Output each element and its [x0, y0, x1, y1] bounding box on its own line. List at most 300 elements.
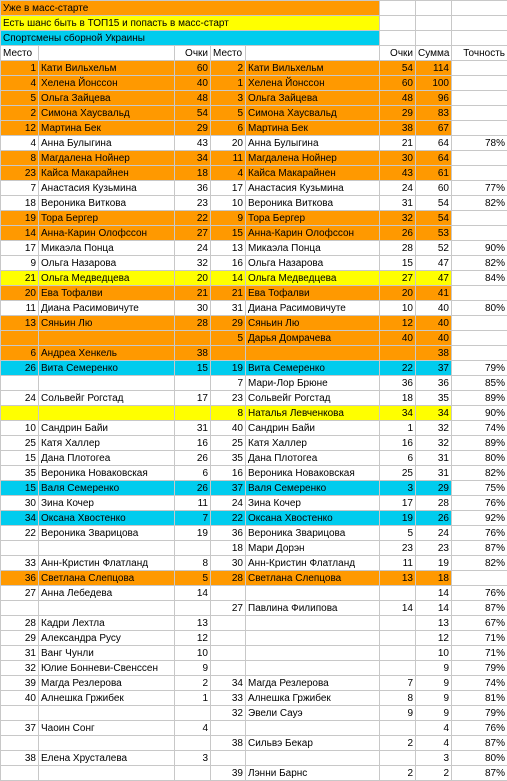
points-2: 19 [380, 511, 416, 526]
accuracy: 79% [452, 361, 507, 376]
table-row [1, 646, 507, 661]
athlete-name-1 [39, 331, 175, 346]
athlete-name-1: Зина Кочер [39, 496, 175, 511]
points-1: 11 [175, 496, 211, 511]
sum: 19 [416, 556, 452, 571]
accuracy [452, 331, 507, 346]
athlete-name-2: Магдалена Нойнер [246, 151, 380, 166]
place-1: 13 [1, 316, 39, 331]
table-row [1, 181, 507, 196]
athlete-name-2: Ольга Медведцева [246, 271, 380, 286]
sum: 83 [416, 106, 452, 121]
table-row [1, 301, 507, 316]
points-1: 7 [175, 511, 211, 526]
points-2: 26 [380, 226, 416, 241]
sum: 2 [416, 766, 452, 781]
points-1: 13 [175, 616, 211, 631]
sum: 114 [416, 61, 452, 76]
athlete-name-2: Павлина Филипова [246, 601, 380, 616]
athlete-name-1: Кати Вильхельм [39, 61, 175, 76]
place-2 [211, 646, 246, 661]
place-1: 22 [1, 526, 39, 541]
legend-orange-label: Уже в масс-старте [1, 1, 380, 16]
place-1: 7 [1, 181, 39, 196]
accuracy: 71% [452, 646, 507, 661]
place-1: 1 [1, 61, 39, 76]
place-2: 7 [211, 376, 246, 391]
sum: 61 [416, 166, 452, 181]
athlete-name-1: Ванг Чунли [39, 646, 175, 661]
header-name-2 [246, 46, 380, 61]
athlete-name-2: Диана Расимовичуте [246, 301, 380, 316]
place-1: 21 [1, 271, 39, 286]
accuracy: 84% [452, 271, 507, 286]
place-2: 3 [211, 91, 246, 106]
athlete-name-2: Вероника Виткова [246, 196, 380, 211]
accuracy [452, 91, 507, 106]
header-name-1 [39, 46, 175, 61]
place-1: 40 [1, 691, 39, 706]
athlete-name-2: Кайса Макарайнен [246, 166, 380, 181]
athlete-name-1 [39, 406, 175, 421]
athlete-name-1: Анна Булыгина [39, 136, 175, 151]
place-1: 35 [1, 466, 39, 481]
table-row [1, 481, 507, 496]
place-2: 21 [211, 286, 246, 301]
points-1: 5 [175, 571, 211, 586]
table-row [1, 541, 507, 556]
accuracy: 87% [452, 766, 507, 781]
accuracy: 92% [452, 511, 507, 526]
athlete-name-1: Мартина Бек [39, 121, 175, 136]
accuracy: 90% [452, 406, 507, 421]
athlete-name-2: Мари-Лор Брюне [246, 376, 380, 391]
points-2: 40 [380, 331, 416, 346]
points-1: 21 [175, 286, 211, 301]
athlete-name-1: Елена Хрусталева [39, 751, 175, 766]
legend-cyan-label: Спортсмены сборной Украины [1, 31, 380, 46]
sum: 40 [416, 316, 452, 331]
athlete-name-1: Дана Плотогеа [39, 451, 175, 466]
points-1: 48 [175, 91, 211, 106]
place-1: 4 [1, 136, 39, 151]
athlete-name-1 [39, 541, 175, 556]
points-2 [380, 661, 416, 676]
place-2: 8 [211, 406, 246, 421]
points-2: 60 [380, 76, 416, 91]
points-1: 17 [175, 391, 211, 406]
athlete-name-1: Вита Семеренко [39, 361, 175, 376]
sum: 52 [416, 241, 452, 256]
place-1: 39 [1, 676, 39, 691]
accuracy [452, 121, 507, 136]
points-1: 15 [175, 361, 211, 376]
sum: 3 [416, 751, 452, 766]
athlete-name-1: Сяньин Лю [39, 316, 175, 331]
accuracy: 82% [452, 196, 507, 211]
table-row [1, 271, 507, 286]
place-1: 18 [1, 196, 39, 211]
sum: 53 [416, 226, 452, 241]
points-2 [380, 646, 416, 661]
table-row [1, 196, 507, 211]
table-row [1, 766, 507, 781]
points-2 [380, 616, 416, 631]
table-row [1, 556, 507, 571]
accuracy: 80% [452, 751, 507, 766]
points-2: 8 [380, 691, 416, 706]
place-2: 11 [211, 151, 246, 166]
points-1 [175, 541, 211, 556]
place-2: 20 [211, 136, 246, 151]
athlete-name-2: Алнешка Гржибек [246, 691, 380, 706]
points-1: 28 [175, 316, 211, 331]
place-1: 17 [1, 241, 39, 256]
athlete-name-2: Оксана Хвостенко [246, 511, 380, 526]
place-2: 5 [211, 331, 246, 346]
athlete-name-1: Катя Халлер [39, 436, 175, 451]
points-2: 2 [380, 736, 416, 751]
sum: 32 [416, 436, 452, 451]
athlete-name-2: Ольга Зайцева [246, 91, 380, 106]
place-1: 2 [1, 106, 39, 121]
place-2: 35 [211, 451, 246, 466]
points-1: 29 [175, 121, 211, 136]
athlete-name-2: Анн-Кристин Флатланд [246, 556, 380, 571]
place-2: 10 [211, 196, 246, 211]
points-1: 43 [175, 136, 211, 151]
athlete-name-2 [246, 646, 380, 661]
points-2: 23 [380, 541, 416, 556]
table-row [1, 676, 507, 691]
athlete-name-2: Дана Плотогеа [246, 451, 380, 466]
points-2 [380, 586, 416, 601]
points-2 [380, 631, 416, 646]
athlete-name-2: Кати Вильхельм [246, 61, 380, 76]
table-row [1, 166, 507, 181]
points-2: 54 [380, 61, 416, 76]
place-1: 15 [1, 451, 39, 466]
points-1: 30 [175, 301, 211, 316]
header-place-1: Место [1, 46, 39, 61]
accuracy: 80% [452, 301, 507, 316]
sum: 26 [416, 511, 452, 526]
sum: 14 [416, 601, 452, 616]
sum: 64 [416, 136, 452, 151]
sum: 64 [416, 151, 452, 166]
athlete-name-1: Ева Тофалви [39, 286, 175, 301]
header-sum: Сумма [416, 46, 452, 61]
athlete-name-1: Александра Русу [39, 631, 175, 646]
accuracy: 74% [452, 676, 507, 691]
sum: 4 [416, 736, 452, 751]
points-2: 32 [380, 211, 416, 226]
athlete-name-1: Валя Семеренко [39, 481, 175, 496]
accuracy [452, 106, 507, 121]
place-2: 25 [211, 436, 246, 451]
points-2: 17 [380, 496, 416, 511]
table-row [1, 211, 507, 226]
sum: 24 [416, 526, 452, 541]
points-1 [175, 736, 211, 751]
place-2: 14 [211, 271, 246, 286]
athlete-name-1: Магда Резлерова [39, 676, 175, 691]
athlete-name-2: Валя Семеренко [246, 481, 380, 496]
points-1: 16 [175, 436, 211, 451]
place-2 [211, 661, 246, 676]
athlete-name-2: Симона Хаусвальд [246, 106, 380, 121]
accuracy [452, 346, 507, 361]
athlete-name-2: Лэнни Барнс [246, 766, 380, 781]
points-2 [380, 751, 416, 766]
sum: 28 [416, 496, 452, 511]
place-1 [1, 376, 39, 391]
points-1: 27 [175, 226, 211, 241]
accuracy: 79% [452, 661, 507, 676]
table-row [1, 331, 507, 346]
sum: 9 [416, 691, 452, 706]
points-1: 20 [175, 271, 211, 286]
athlete-name-2 [246, 586, 380, 601]
points-1 [175, 406, 211, 421]
place-2: 24 [211, 496, 246, 511]
table-row [1, 91, 507, 106]
place-2 [211, 586, 246, 601]
athlete-name-2: Хелена Йонссон [246, 76, 380, 91]
table-row [1, 391, 507, 406]
accuracy [452, 61, 507, 76]
table-row [1, 106, 507, 121]
place-2: 13 [211, 241, 246, 256]
points-1 [175, 376, 211, 391]
accuracy: 82% [452, 256, 507, 271]
points-1: 6 [175, 466, 211, 481]
points-2: 15 [380, 256, 416, 271]
athlete-name-1: Сандрин Байи [39, 421, 175, 436]
athlete-name-1: Вероника Новаковская [39, 466, 175, 481]
points-2: 29 [380, 106, 416, 121]
athlete-name-1: Диана Расимовичуте [39, 301, 175, 316]
accuracy: 90% [452, 241, 507, 256]
table-row [1, 376, 507, 391]
points-2: 43 [380, 166, 416, 181]
table-row [1, 121, 507, 136]
accuracy: 80% [452, 451, 507, 466]
place-2: 17 [211, 181, 246, 196]
sum: 23 [416, 541, 452, 556]
place-1: 11 [1, 301, 39, 316]
accuracy: 82% [452, 466, 507, 481]
legend-row-orange [1, 1, 507, 16]
accuracy: 76% [452, 586, 507, 601]
place-1: 31 [1, 646, 39, 661]
accuracy: 76% [452, 496, 507, 511]
accuracy: 74% [452, 421, 507, 436]
athlete-name-2: Эвели Сауэ [246, 706, 380, 721]
table-row [1, 286, 507, 301]
athlete-name-2: Магда Резлерова [246, 676, 380, 691]
place-1: 38 [1, 751, 39, 766]
athlete-name-1: Анна-Карин Олофссон [39, 226, 175, 241]
place-1 [1, 406, 39, 421]
place-2: 37 [211, 481, 246, 496]
table-row [1, 496, 507, 511]
accuracy [452, 151, 507, 166]
table-row [1, 436, 507, 451]
accuracy: 87% [452, 736, 507, 751]
athlete-name-1 [39, 601, 175, 616]
sum: 35 [416, 391, 452, 406]
place-1: 24 [1, 391, 39, 406]
points-2: 30 [380, 151, 416, 166]
points-2: 18 [380, 391, 416, 406]
points-2: 1 [380, 421, 416, 436]
athlete-name-1: Светлана Слепцова [39, 571, 175, 586]
points-2: 5 [380, 526, 416, 541]
athlete-name-1 [39, 766, 175, 781]
points-2: 21 [380, 136, 416, 151]
points-2: 36 [380, 376, 416, 391]
place-1 [1, 331, 39, 346]
place-1: 30 [1, 496, 39, 511]
place-2: 29 [211, 316, 246, 331]
accuracy: 78% [452, 136, 507, 151]
athlete-name-2: Светлана Слепцова [246, 571, 380, 586]
table-row [1, 751, 507, 766]
points-2: 16 [380, 436, 416, 451]
athlete-name-1: Тора Бергер [39, 211, 175, 226]
place-1: 4 [1, 76, 39, 91]
table-row [1, 736, 507, 751]
table-row [1, 361, 507, 376]
athlete-name-1: Ольга Зайцева [39, 91, 175, 106]
points-2: 27 [380, 271, 416, 286]
points-1: 3 [175, 751, 211, 766]
athlete-name-2: Сяньин Лю [246, 316, 380, 331]
points-1: 24 [175, 241, 211, 256]
sum: 13 [416, 616, 452, 631]
points-2: 7 [380, 676, 416, 691]
athlete-name-2: Микаэла Понца [246, 241, 380, 256]
athlete-name-2 [246, 631, 380, 646]
sum: 96 [416, 91, 452, 106]
points-2: 3 [380, 481, 416, 496]
athlete-name-2: Мари Дорэн [246, 541, 380, 556]
accuracy: 89% [452, 436, 507, 451]
athlete-name-1: Оксана Хвостенко [39, 511, 175, 526]
points-2: 24 [380, 181, 416, 196]
athlete-name-1: Вероника Зварицова [39, 526, 175, 541]
athlete-name-1: Сольвейг Рогстад [39, 391, 175, 406]
points-2: 28 [380, 241, 416, 256]
place-1: 34 [1, 511, 39, 526]
table-row [1, 421, 507, 436]
accuracy: 85% [452, 376, 507, 391]
place-2: 30 [211, 556, 246, 571]
place-1: 36 [1, 571, 39, 586]
place-2: 9 [211, 211, 246, 226]
points-1: 36 [175, 181, 211, 196]
points-2 [380, 346, 416, 361]
place-2: 19 [211, 361, 246, 376]
header-place-2: Место [211, 46, 246, 61]
athlete-name-2: Вита Семеренко [246, 361, 380, 376]
points-1: 32 [175, 256, 211, 271]
place-1 [1, 706, 39, 721]
sum: 4 [416, 721, 452, 736]
header-points-1: Очки [175, 46, 211, 61]
accuracy: 79% [452, 706, 507, 721]
place-2: 1 [211, 76, 246, 91]
place-1: 14 [1, 226, 39, 241]
place-2 [211, 616, 246, 631]
points-2: 20 [380, 286, 416, 301]
points-2: 25 [380, 466, 416, 481]
sum: 100 [416, 76, 452, 91]
athlete-name-2 [246, 616, 380, 631]
place-2: 32 [211, 706, 246, 721]
place-1: 29 [1, 631, 39, 646]
athlete-name-2: Наталья Левченкова [246, 406, 380, 421]
accuracy: 71% [452, 631, 507, 646]
accuracy: 67% [452, 616, 507, 631]
accuracy [452, 211, 507, 226]
points-2: 38 [380, 121, 416, 136]
athlete-name-2: Сандрин Байи [246, 421, 380, 436]
points-1 [175, 331, 211, 346]
athlete-name-2: Катя Халлер [246, 436, 380, 451]
points-2: 13 [380, 571, 416, 586]
table-row [1, 631, 507, 646]
athlete-name-2: Ева Тофалви [246, 286, 380, 301]
legend-row-cyan [1, 31, 507, 46]
athlete-name-1: Чаоин Сонг [39, 721, 175, 736]
place-2 [211, 721, 246, 736]
athlete-name-2: Сольвейг Рогстад [246, 391, 380, 406]
points-2: 11 [380, 556, 416, 571]
table-row [1, 226, 507, 241]
legend-row-yellow [1, 16, 507, 31]
place-1 [1, 766, 39, 781]
table-row [1, 151, 507, 166]
table-row [1, 61, 507, 76]
points-1: 8 [175, 556, 211, 571]
sum: 40 [416, 331, 452, 346]
sum: 40 [416, 301, 452, 316]
athlete-name-1: Ольга Медведцева [39, 271, 175, 286]
place-1 [1, 601, 39, 616]
sum: 60 [416, 181, 452, 196]
table-row [1, 316, 507, 331]
place-1: 33 [1, 556, 39, 571]
points-1 [175, 706, 211, 721]
points-1: 18 [175, 166, 211, 181]
points-1: 10 [175, 646, 211, 661]
place-2: 18 [211, 541, 246, 556]
place-2: 39 [211, 766, 246, 781]
sum: 9 [416, 676, 452, 691]
accuracy: 87% [452, 601, 507, 616]
sum: 37 [416, 361, 452, 376]
place-1: 25 [1, 436, 39, 451]
sum: 18 [416, 571, 452, 586]
athlete-name-1: Кадри Лехтла [39, 616, 175, 631]
header-points-2: Очки [380, 46, 416, 61]
sum: 34 [416, 406, 452, 421]
table-row [1, 466, 507, 481]
athlete-name-2: Анна-Карин Олофссон [246, 226, 380, 241]
points-2: 10 [380, 301, 416, 316]
